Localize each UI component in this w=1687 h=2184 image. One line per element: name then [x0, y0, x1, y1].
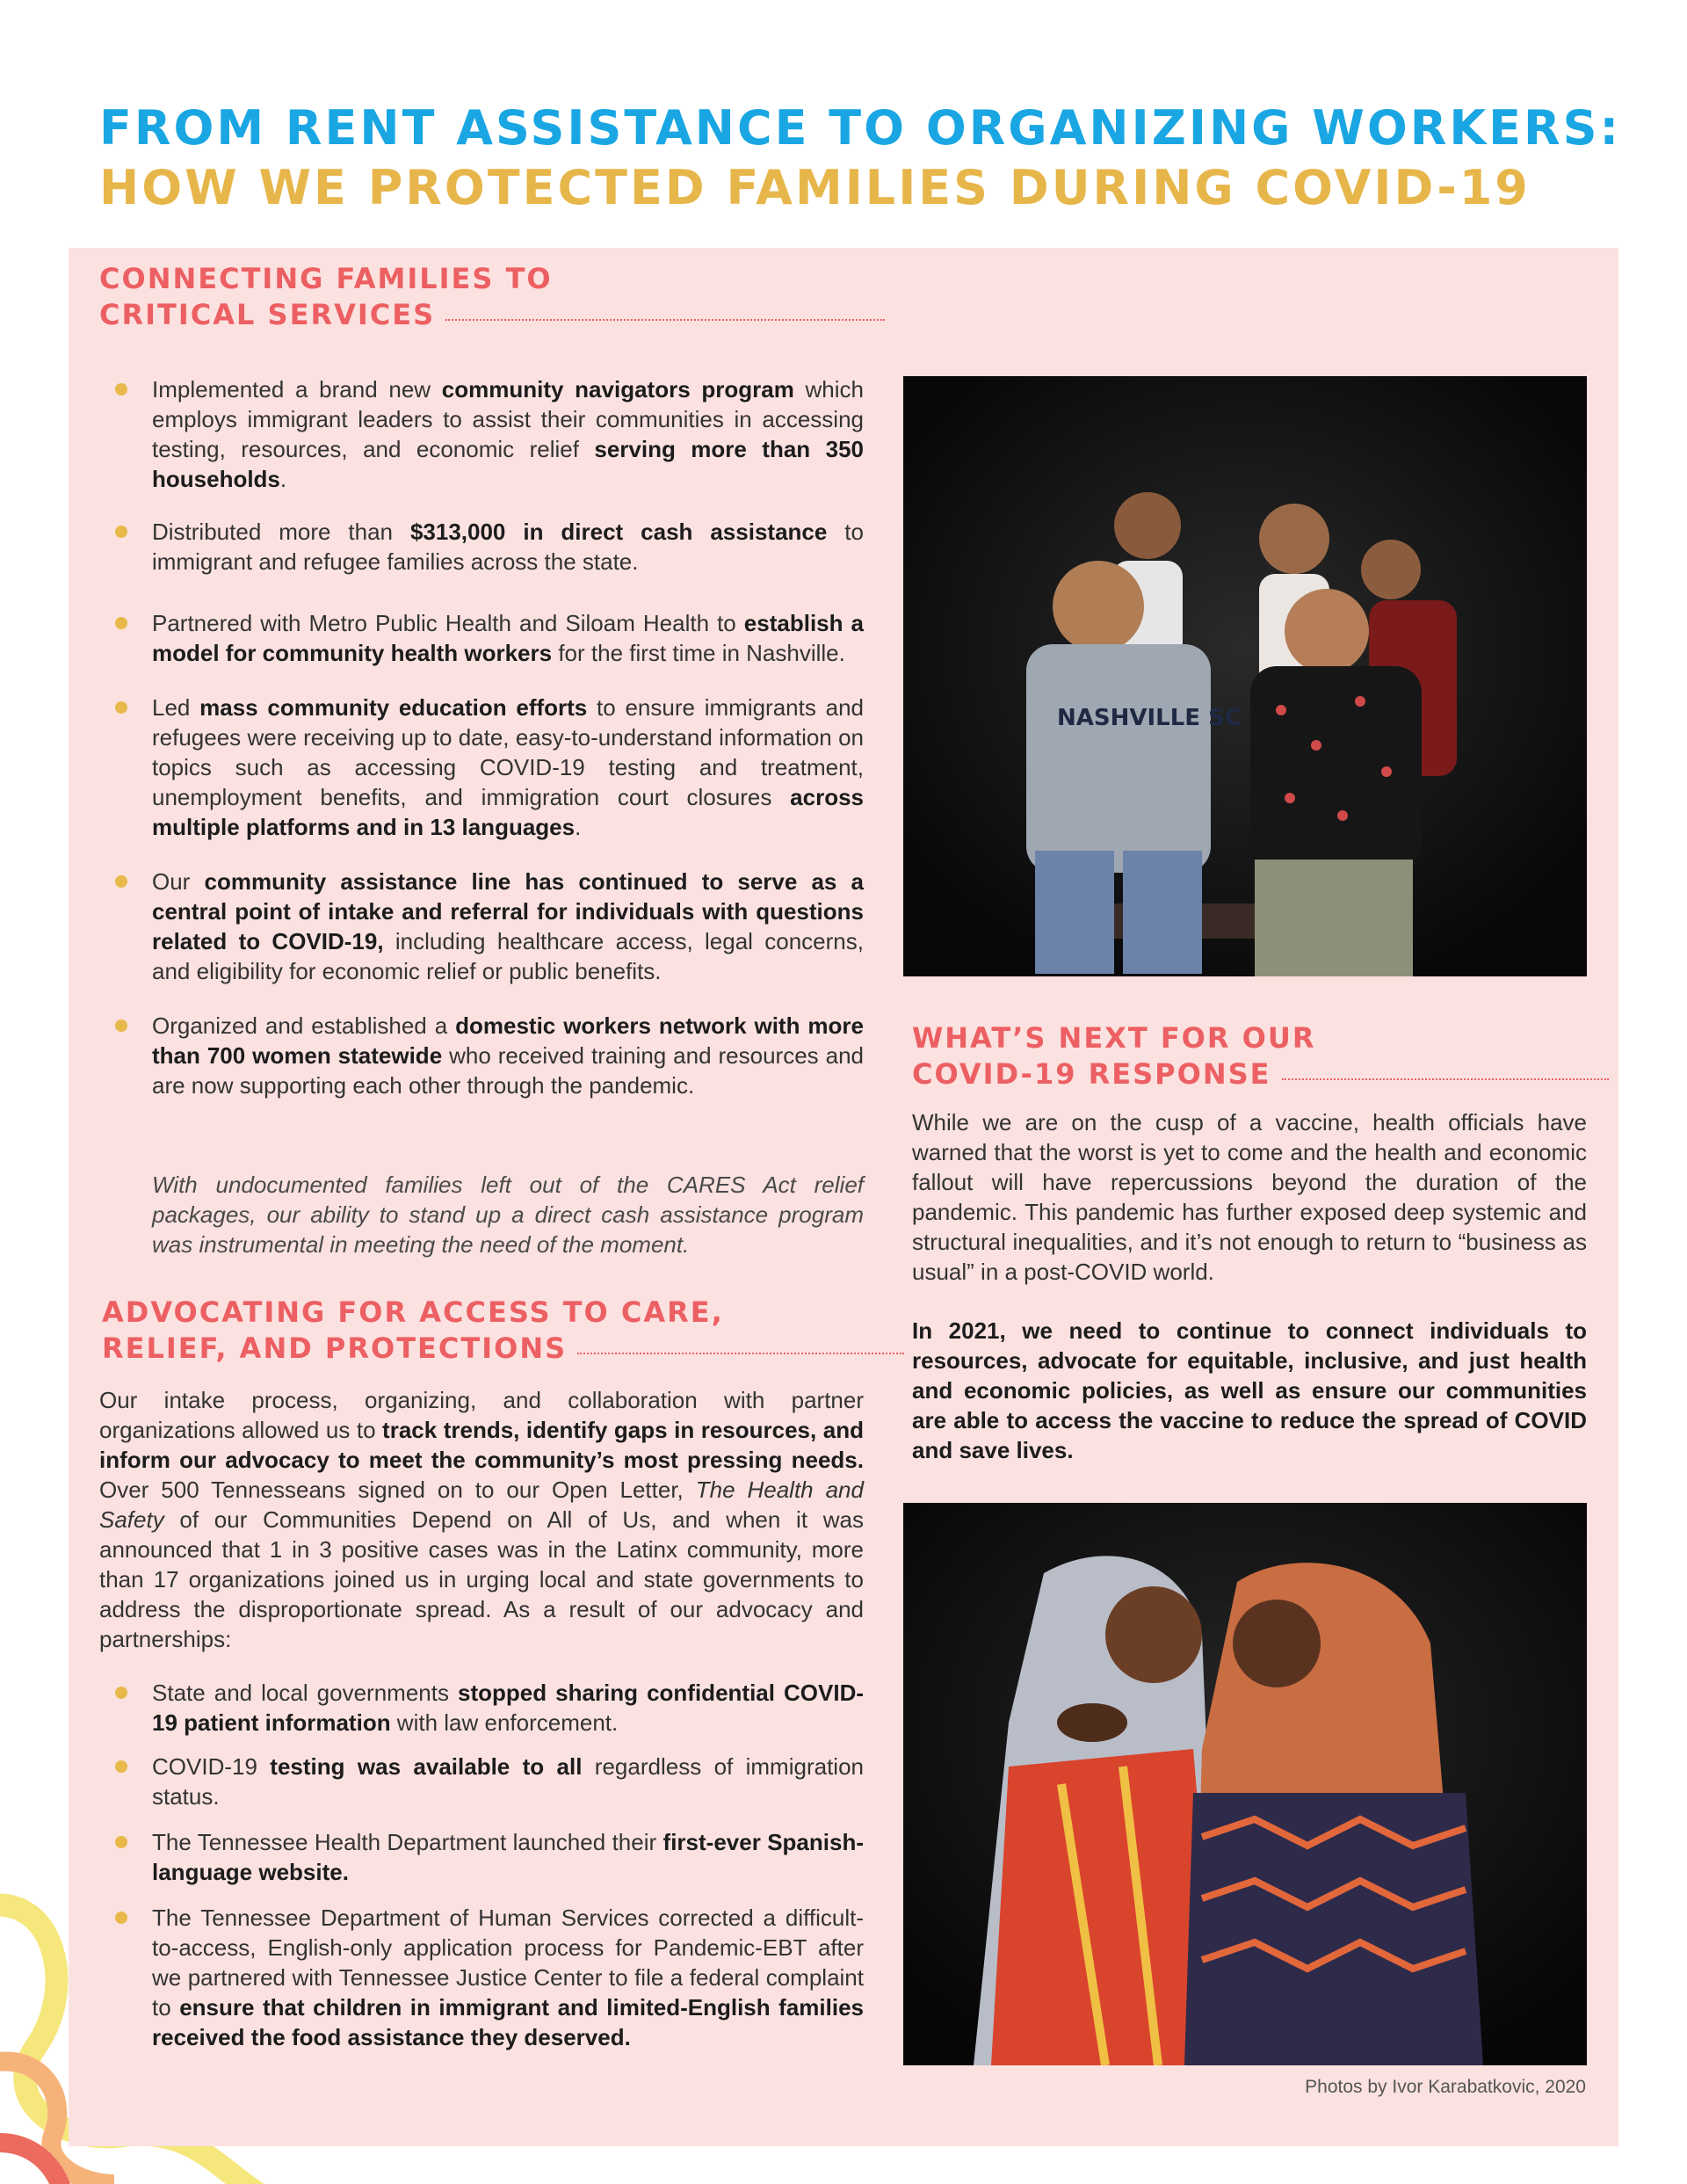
section-heading-whats-next: [912, 1020, 1609, 1092]
section-heading-advocating: [102, 1295, 904, 1367]
photo-credit: Photos by Ivor Karabatkovic, 2020: [1305, 2077, 1586, 2097]
services-list: [99, 374, 864, 1100]
advocacy-intro: Our intake process, organizing, and collaboration with partner organizations allowed us to track trends, identify gaps in resources, and inform our advocacy to meet the community’s most pressing needs. Over 500 Tennesseans signed on to our Open Letter, The Health and Safety of our Communities Depend on All of Us, and when it was announced that 1 in 3 positive cases was in the Latinx community, more than 17 organizations joined us in urging local and state governments to address the disproportionate spread. As a result of our advocacy and partnerships:: [99, 1387, 864, 1652]
title-line-2: HOW WE PROTECTED FAMILIES DURING COVID-19: [99, 160, 1531, 215]
list-item: COVID-19 testing was available to all regardless of immigration status.: [99, 1752, 864, 1811]
family-photo-illustration: [903, 376, 1587, 976]
heading-line: CRITICAL SERVICES: [99, 298, 436, 331]
list-item: Partnered with Metro Public Health and Siloam Health to establish a model for community health workers for the first time in Nashville.: [99, 608, 864, 668]
list-item: Implemented a brand new community navigators program which employs immigrant leaders to assist their communities in accessing testing, resources, and economic relief serving more than 350 households.: [99, 374, 864, 494]
heading-line: WHAT’S NEXT FOR OUR: [912, 1021, 1316, 1055]
list-item: The Tennessee Department of Human Services corrected a difficult-to-access, English-only application process for Pandemic-EBT after we partnered with Tennessee Justice Center to file a federal complaint to ensure that children in immigrant and limited-English families received the food assistance they deserved.: [99, 1903, 864, 2052]
cares-act-note: With undocumented families left out of the CARES Act relief packages, our ability to stand up a direct cash assistance program was instrumental in meeting the need of the moment.: [152, 1172, 864, 1258]
section-heading-connecting: [99, 261, 885, 333]
advocacy-results-list: [99, 1678, 864, 2052]
list-item: Organized and established a domestic workers network with more than 700 women statewide who received training and resources and are now supporting each other through the pandemic.: [99, 1011, 864, 1100]
family-photo: [903, 376, 1587, 976]
heading-line: ADVOCATING FOR ACCESS TO CARE,: [102, 1295, 724, 1329]
list-item: The Tennessee Health Department launched their first-ever Spanish-language website.: [99, 1827, 864, 1887]
heading-line: RELIEF, AND PROTECTIONS: [102, 1331, 568, 1365]
whats-next-paragraph-2: In 2021, we need to continue to connect individuals to resources, advocate for equitable, inclusive, and just health and economic policies, as well as ensure our communities are able to access the vaccine to reduce the spread of COVID and save lives.: [912, 1317, 1587, 1463]
shirt-text: NASHVILLE SC: [1057, 705, 1242, 731]
page-title: [99, 98, 1621, 218]
embrace-photo: [903, 1503, 1587, 2065]
heading-line: CONNECTING FAMILIES TO: [99, 262, 553, 295]
heading-line: COVID-19 RESPONSE: [912, 1057, 1271, 1091]
whats-next-paragraph-1: While we are on the cusp of a vaccine, health officials have warned that the worst is yet to come and the health and economic fallout will have repercussions beyond the duration of the pandemic. This pandemic has further exposed deep systemic and structural inequalities, and it’s not enough to return to “business as usual” in a post-COVID world.: [912, 1109, 1587, 1285]
list-item: Our community assistance line has continued to serve as a central point of intake and referral for individuals with questions related to COVID-19, including healthcare access, legal concerns, and eligibility for economic relief or public benefits.: [99, 867, 864, 986]
list-item: Distributed more than $313,000 in direct cash assistance to immigrant and refugee families across the state.: [99, 517, 864, 577]
embrace-photo-illustration: [903, 1503, 1587, 2065]
title-line-1: FROM RENT ASSISTANCE TO ORGANIZING WORKERS:: [99, 100, 1622, 156]
list-item: State and local governments stopped sharing confidential COVID-19 patient information with law enforcement.: [99, 1678, 864, 1738]
list-item: Led mass community education efforts to ensure immigrants and refugees were receiving up to date, easy-to-understand information on topics such as accessing COVID-19 testing and treatment, unemployment benefits, and immigration court closures across multiple platforms and in 13 languages.: [99, 693, 864, 842]
